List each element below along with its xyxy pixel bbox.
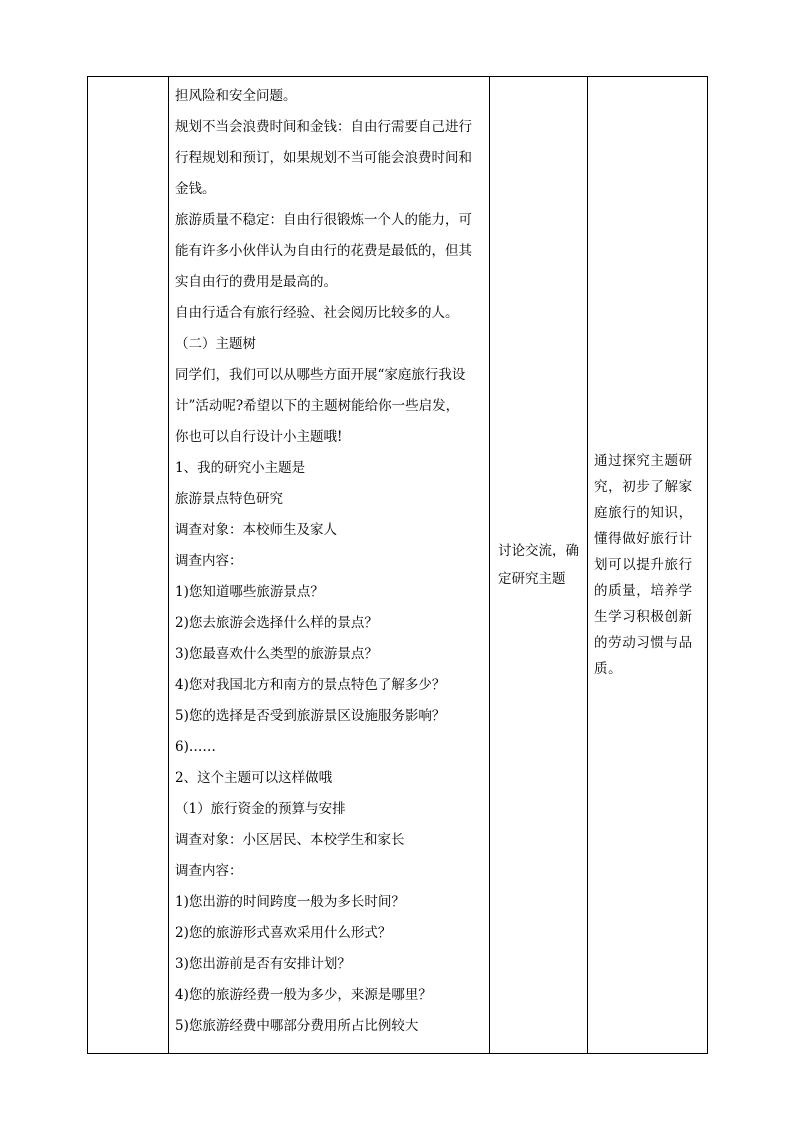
item-number: 4): [175, 677, 189, 693]
empty-first-column-cell: [88, 77, 169, 1054]
survey-question: [175, 608, 483, 639]
item-text: 您出游前是否有安排计划？: [188, 956, 351, 972]
content-line: 你也可以自行设计小主题哦!: [175, 429, 343, 445]
table-row: [88, 77, 708, 1054]
item-number: 5): [175, 708, 189, 724]
content-line: 金钱。: [175, 181, 216, 197]
item-text: 您对我国北方和南方的景点特色了解多少？: [188, 677, 446, 693]
survey-question: [175, 887, 483, 918]
content-line: 旅游景点特色研究: [175, 491, 283, 507]
survey-question: [175, 1011, 483, 1042]
item-text: 您的旅游形式喜欢采用什么形式？: [188, 925, 392, 941]
content-line: 计”活动呢?希望以下的主题树能给你一些启发，: [175, 398, 460, 414]
content-line: 2、这个主题可以这样做哦: [175, 770, 333, 786]
item-number: 3): [175, 956, 189, 972]
item-text: 您出游的时间跨度一般为多长时间？: [188, 894, 405, 910]
content-line: 担风险和安全问题。: [175, 88, 297, 104]
item-text: 您去旅游会选择什么样的景点？: [188, 615, 378, 631]
item-number: 4): [175, 987, 189, 1003]
content-line: 行程规划和预订，如果规划不当可能会浪费时间和: [175, 150, 472, 166]
content-line: 自由行适合有旅行经验、社会阅历比较多的人。: [175, 305, 459, 321]
student-activity-cell: [490, 77, 588, 1054]
survey-question: [175, 670, 483, 701]
item-text: 您的选择是否受到旅游景区设施服务影响？: [188, 708, 446, 724]
item-text: 您的旅游经费一般为多少，来源是哪里？: [188, 987, 432, 1003]
item-number: 2): [175, 925, 189, 941]
content-line: 同学们，我们可以从哪些方面开展“家庭旅行我设: [175, 367, 466, 383]
teaching-content: [169, 77, 489, 1042]
intent-line: 庭旅行的知识，: [594, 505, 693, 521]
item-number: 1): [175, 894, 189, 910]
intent-line: 的质量，培养学: [594, 583, 693, 599]
intent-line: 质。: [594, 661, 623, 677]
intent-line: 通过探究主题研: [594, 453, 693, 469]
intent-line: 究，初步了解家: [594, 479, 693, 495]
item-number: 5): [175, 1018, 189, 1034]
content-line: 规划不当会浪费时间和金钱：自由行需要自己进行: [175, 119, 472, 135]
item-text: 您知道哪些旅游景点？: [188, 584, 324, 600]
item-number: 2): [175, 615, 189, 631]
item-number: 3): [175, 646, 189, 662]
content-line: （二）主题树: [175, 336, 256, 352]
content-line: 调查内容：: [175, 863, 243, 879]
content-line: （1）旅行资金的预算与安排: [175, 801, 346, 817]
intent-line: 的劳动习惯与品: [594, 635, 693, 651]
activity-line: 讨论交流，确: [498, 543, 579, 559]
student-activity-text: [490, 537, 587, 593]
item-text: 您最喜欢什么类型的旅游景点？: [188, 646, 378, 662]
item-number: 6): [175, 739, 189, 755]
survey-question: [175, 980, 483, 1011]
survey-question: [175, 949, 483, 980]
survey-question: [175, 701, 483, 732]
item-text: 您旅游经费中哪部分费用所占比例较大: [188, 1018, 419, 1034]
item-number: 1): [175, 584, 189, 600]
content-line: 能有许多小伙伴认为自由行的花费是最低的，但其: [175, 243, 472, 259]
survey-question: [175, 918, 483, 949]
survey-question: [175, 639, 483, 670]
content-line: 调查对象：本校师生及家人: [175, 522, 337, 538]
intent-line: 划可以提升旅行: [594, 557, 693, 573]
content-line: 旅游质量不稳定：自由行很锻炼一个人的能力，可: [175, 212, 472, 228]
activity-line: 定研究主题: [498, 571, 566, 587]
design-intent-text: [588, 448, 707, 682]
content-line: 调查内容：: [175, 553, 243, 569]
intent-line: 生学习积极创新: [594, 609, 693, 625]
content-line: 实自由行的费用是最高的。: [175, 274, 337, 290]
design-intent-cell: [588, 77, 708, 1054]
survey-question: [175, 577, 483, 608]
lesson-plan-table: [87, 76, 708, 1054]
teaching-content-cell: [169, 77, 490, 1054]
content-line: 调查对象：小区居民、本校学生和家长: [175, 832, 405, 848]
survey-question: [175, 732, 483, 763]
intent-line: 懂得做好旅行计: [594, 531, 693, 547]
content-line: 1、我的研究小主题是: [175, 460, 306, 476]
item-text: ……: [188, 739, 216, 755]
